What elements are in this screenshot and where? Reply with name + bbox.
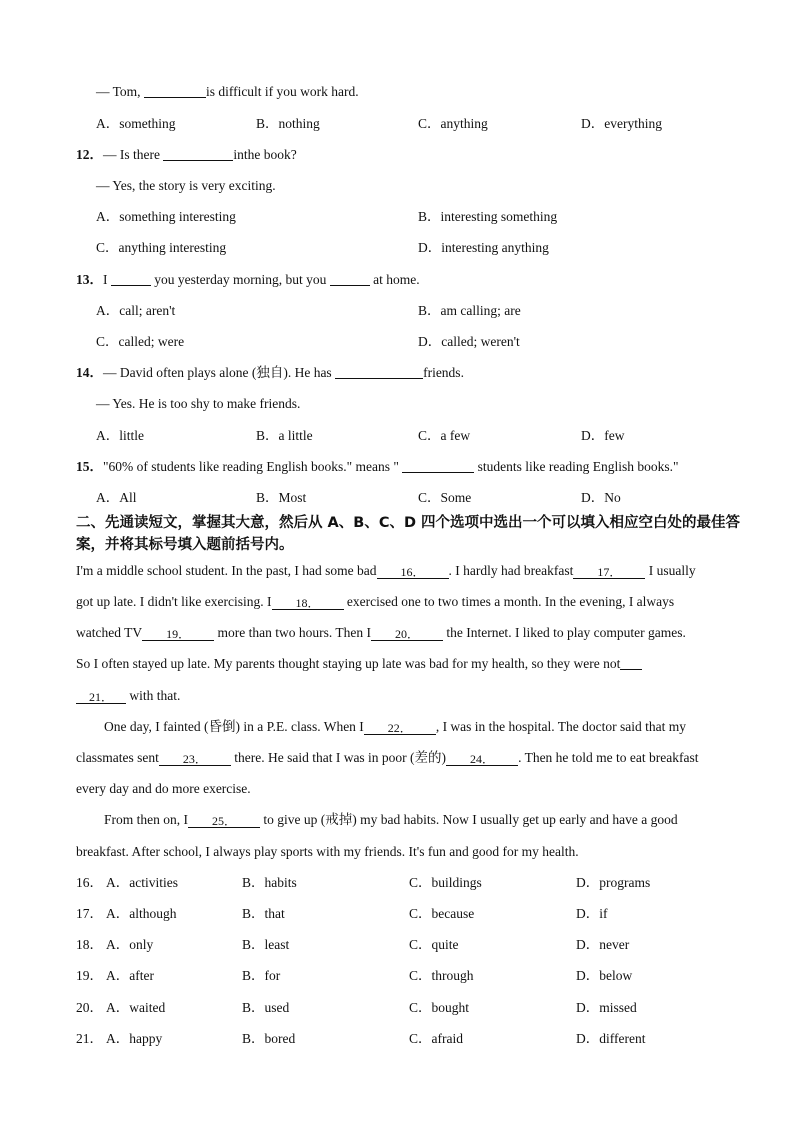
passage-p3-line-1 <box>104 813 756 828</box>
cloze-18-option-c[interactable]: C．quite <box>409 937 459 952</box>
q15-stem-b: students like reading English books." <box>474 459 679 474</box>
passage-p1-line-2 <box>76 595 756 610</box>
cloze-21-option-a[interactable]: A．happy <box>106 1031 163 1046</box>
q13-option-c[interactable]: C．called; were <box>96 334 185 349</box>
cloze-17-option-c[interactable]: C．because <box>409 906 475 921</box>
q14-stem-a: — David often plays alone (独自). He has <box>103 365 336 380</box>
cloze-blank-25[interactable]: 25． <box>188 815 260 828</box>
q14-stem-b: friends. <box>423 365 464 380</box>
q13-blank-1 <box>111 273 151 286</box>
cloze-18-option-a[interactable]: A．only <box>106 937 154 952</box>
cloze-19-option-d[interactable]: D．below <box>576 968 633 983</box>
passage-text: with that. <box>126 688 181 703</box>
q12-stem-b: inthe book? <box>233 147 297 162</box>
cloze-blank-20[interactable]: 20． <box>371 628 443 641</box>
q12-stem-a: — Is there <box>103 147 164 162</box>
passage-text: watched TV <box>76 625 143 640</box>
q13-option-d[interactable]: D．called; weren't <box>418 334 520 349</box>
passage-text: classmates sent <box>76 750 159 765</box>
q12-option-a[interactable]: A．something interesting <box>96 209 236 224</box>
cloze-19-option-b[interactable]: B．for <box>242 968 281 983</box>
passage-text: . I hardly had breakfast <box>448 563 574 578</box>
q14-option-b[interactable]: B．a little <box>256 428 313 443</box>
cloze-16-option-c[interactable]: C．buildings <box>409 875 482 890</box>
cloze-16-number: 16． <box>76 875 103 890</box>
passage-text: to give up (戒掉) my bad habits. Now I usually get up early and have a good <box>260 812 678 827</box>
cloze-20-option-a[interactable]: A．waited <box>106 1000 166 1015</box>
q15-stem-a: "60% of students like reading English books." means " <box>103 459 403 474</box>
q12-stem <box>76 148 297 162</box>
cloze-21-number: 21． <box>76 1031 103 1046</box>
cloze-18-option-d[interactable]: D．never <box>576 937 630 952</box>
cloze-18-number: 18． <box>76 937 103 952</box>
cloze-blank-19[interactable]: 19． <box>142 628 214 641</box>
cloze-blank-23[interactable]: 23． <box>159 753 231 766</box>
q13-stem-c: at home. <box>369 272 420 287</box>
q14-number: 14． <box>76 365 103 380</box>
q13-stem <box>76 273 420 287</box>
q13-option-b[interactable]: B．am calling; are <box>418 303 521 318</box>
passage-text: exercised one to two times a month. In the evening, I always <box>343 594 675 609</box>
cloze-19-option-c[interactable]: C．through <box>409 968 474 983</box>
q11-option-a[interactable]: A．something <box>96 116 176 131</box>
q14-stem <box>76 366 464 380</box>
passage-text: there. He said that I was in poor (差的) <box>230 750 447 765</box>
q13-option-a[interactable]: A．call; aren't <box>96 303 176 318</box>
cloze-17-option-b[interactable]: B．that <box>242 906 285 921</box>
q15-blank <box>402 460 474 473</box>
cloze-blank-16[interactable]: 16． <box>377 566 449 579</box>
passage-text: I usually <box>645 563 696 578</box>
q15-option-b[interactable]: B．Most <box>256 490 307 505</box>
cloze-20-option-d[interactable]: D．missed <box>576 1000 637 1015</box>
q14-option-d[interactable]: D．few <box>581 428 625 443</box>
cloze-16-option-d[interactable]: D．programs <box>576 875 651 890</box>
cloze-16-option-b[interactable]: B．habits <box>242 875 297 890</box>
q15-number: 15． <box>76 459 103 474</box>
cloze-17-number: 17． <box>76 906 103 921</box>
passage-p3-line-2: breakfast. After school, I always play sports with my friends. It's fun and good for my health. <box>76 844 579 859</box>
q15-stem <box>76 460 679 474</box>
cloze-21-option-c[interactable]: C．afraid <box>409 1031 463 1046</box>
q11-stem-b: is difficult if you work hard. <box>205 84 359 99</box>
q11-stem <box>96 85 359 99</box>
q12-option-b[interactable]: B．interesting something <box>418 209 558 224</box>
cloze-20-number: 20． <box>76 1000 103 1015</box>
q13-blank-2 <box>330 273 370 286</box>
passage-text: more than two hours. Then I <box>214 625 371 640</box>
passage-p2-line-1 <box>104 720 756 735</box>
q11-option-d[interactable]: D．everything <box>581 116 662 131</box>
cloze-blank-18[interactable]: 18． <box>272 597 344 610</box>
cloze-19-option-a[interactable]: A．after <box>106 968 154 983</box>
cloze-blank-21[interactable]: 21． <box>76 691 126 704</box>
cloze-18-option-b[interactable]: B．least <box>242 937 290 952</box>
q14-option-c[interactable]: C．a few <box>418 428 471 443</box>
cloze-21-option-d[interactable]: D．different <box>576 1031 646 1046</box>
passage-p1-line-3 <box>76 626 756 641</box>
cloze-20-option-c[interactable]: C．bought <box>409 1000 470 1015</box>
q12-option-c[interactable]: C．anything interesting <box>96 240 227 255</box>
cloze-blank-22[interactable]: 22． <box>364 722 436 735</box>
passage-text: One day, I fainted (昏倒) in a P.E. class. When I <box>104 719 364 734</box>
cloze-blank-21-start <box>620 657 642 670</box>
passage-p1-line-4 <box>76 657 756 671</box>
q13-stem-a: I <box>103 272 111 287</box>
q14-reply: — Yes. He is too shy to make friends. <box>96 396 301 411</box>
cloze-17-option-d[interactable]: D．if <box>576 906 608 921</box>
q15-option-d[interactable]: D．No <box>581 490 621 505</box>
q15-option-a[interactable]: A．All <box>96 490 137 505</box>
q11-option-c[interactable]: C．anything <box>418 116 488 131</box>
passage-p1-line-5 <box>76 689 756 704</box>
q13-number: 13． <box>76 272 103 287</box>
cloze-17-option-a[interactable]: A．although <box>106 906 177 921</box>
q12-number: 12． <box>76 147 103 162</box>
passage-p2-line-2 <box>76 751 756 766</box>
cloze-blank-17[interactable]: 17． <box>573 566 645 579</box>
q14-blank <box>335 366 423 379</box>
passage-text: got up late. I didn't like exercising. I <box>76 594 272 609</box>
passage-p1-line-1 <box>76 564 756 579</box>
q15-option-c[interactable]: C．Some <box>418 490 472 505</box>
passage-text: the Internet. I liked to play computer games. <box>442 625 686 640</box>
q12-blank <box>163 148 233 161</box>
q13-stem-b: you yesterday morning, but you <box>150 272 330 287</box>
passage-text: So I often stayed up late. My parents thought staying up late was bad for my health, so they were not <box>76 656 621 671</box>
passage-p2-line-3: every day and do more exercise. <box>76 781 251 796</box>
q11-option-b[interactable]: B．nothing <box>256 116 320 131</box>
passage-text: , I was in the hospital. The doctor said that my <box>435 719 687 734</box>
cloze-20-option-b[interactable]: B．used <box>242 1000 290 1015</box>
cloze-21-option-b[interactable]: B．bored <box>242 1031 296 1046</box>
cloze-blank-24[interactable]: 24． <box>446 753 518 766</box>
q12-reply: — Yes, the story is very exciting. <box>96 178 276 193</box>
section-2-title: 二、先通读短文，掌握其大意，然后从 A、B、C、D 四个选项中选出一个可以填入相应空白处的最佳答案，并将其标号填入题前括号内。 <box>76 515 741 553</box>
passage-text: From then on, I <box>104 812 188 827</box>
passage-text: I'm a middle school student. In the past, I had some bad <box>76 563 377 578</box>
cloze-19-number: 19． <box>76 968 103 983</box>
q11-blank <box>144 85 206 98</box>
q11-stem-a: — Tom, <box>96 84 144 99</box>
cloze-16-option-a[interactable]: A．activities <box>106 875 178 890</box>
passage-text: . Then he told me to eat breakfast <box>518 750 699 765</box>
q12-option-d[interactable]: D．interesting anything <box>418 240 549 255</box>
q14-option-a[interactable]: A．little <box>96 428 144 443</box>
